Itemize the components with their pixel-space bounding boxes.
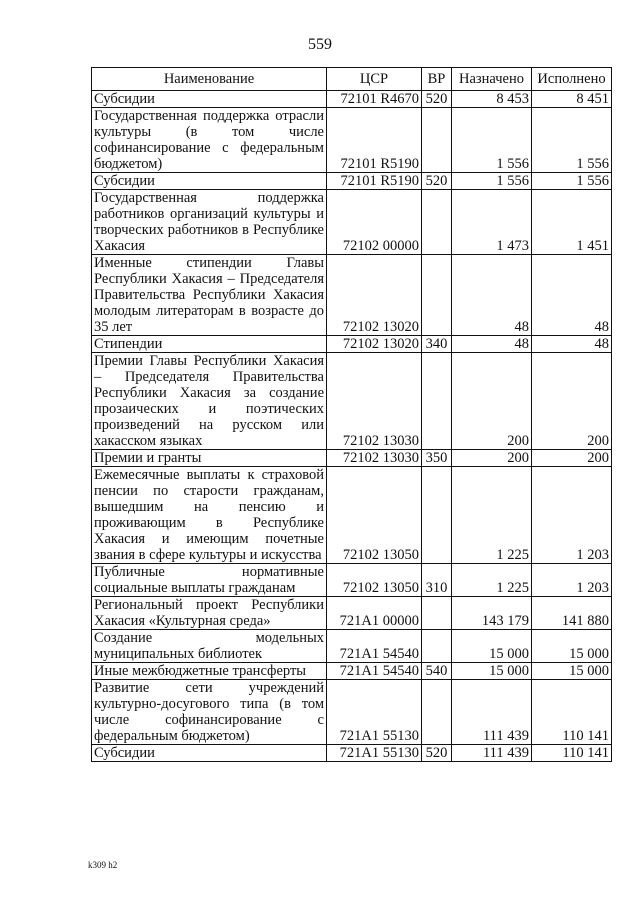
cell-vr: 310 [422,564,452,597]
cell-executed: 1 203 [532,564,612,597]
cell-csr: 72102 13020 [327,336,422,353]
cell-assigned: 1 473 [452,190,532,255]
cell-assigned: 8 453 [452,91,532,108]
table-row [92,745,612,762]
cell-executed: 110 141 [532,680,612,745]
cell-name: Иные межбюджетные трансферты [92,663,327,680]
cell-assigned: 1 556 [452,173,532,190]
cell-csr: 72101 R5190 [327,108,422,173]
cell-executed: 110 141 [532,745,612,762]
table-row [92,336,612,353]
cell-csr: 72101 R4670 [327,91,422,108]
cell-assigned: 143 179 [452,597,532,630]
cell-vr [422,680,452,745]
cell-executed: 200 [532,450,612,467]
cell-vr: 520 [422,91,452,108]
cell-vr [422,190,452,255]
cell-executed: 200 [532,353,612,450]
cell-assigned: 200 [452,353,532,450]
page-number: 559 [308,36,332,53]
cell-name: Государственная поддержка отрасли культуры (в том числе софинансирование с федеральным бюджетом) [92,108,327,173]
cell-executed: 141 880 [532,597,612,630]
table-row [92,91,612,108]
cell-name: Развитие сети учреждений культурно-досугового типа (в том числе софинансирование с федеральным бюджетом) [92,680,327,745]
cell-executed: 15 000 [532,663,612,680]
cell-csr: 72102 13050 [327,467,422,564]
table-body [92,91,612,762]
cell-vr [422,108,452,173]
cell-assigned: 1 225 [452,467,532,564]
cell-csr: 72101 R5190 [327,173,422,190]
cell-csr: 72102 13030 [327,353,422,450]
cell-assigned: 1 556 [452,108,532,173]
cell-csr: 72102 13020 [327,255,422,336]
cell-csr: 721А1 55130 [327,745,422,762]
cell-assigned: 111 439 [452,745,532,762]
cell-executed: 48 [532,336,612,353]
table-row [92,467,612,564]
table-row [92,663,612,680]
cell-csr: 72102 00000 [327,190,422,255]
cell-assigned: 111 439 [452,680,532,745]
header-executed: Исполнено [532,68,612,91]
cell-name: Стипендии [92,336,327,353]
cell-assigned: 48 [452,336,532,353]
cell-assigned: 15 000 [452,630,532,663]
cell-name: Государственная поддержка работников организаций культуры и творческих работников в Республике Хакасия [92,190,327,255]
cell-vr: 540 [422,663,452,680]
table-row [92,680,612,745]
header-name: Наименование [92,68,327,91]
cell-name: Региональный проект Республики Хакасия «Культурная среда» [92,597,327,630]
footer-code: k309 h2 [88,860,118,870]
cell-vr [422,597,452,630]
cell-vr: 350 [422,450,452,467]
cell-name: Премии и гранты [92,450,327,467]
cell-assigned: 200 [452,450,532,467]
cell-name: Публичные нормативные социальные выплаты гражданам [92,564,327,597]
table-header-row [92,68,612,91]
cell-csr: 721А1 00000 [327,597,422,630]
cell-executed: 1 556 [532,108,612,173]
table-row [92,353,612,450]
cell-vr: 520 [422,745,452,762]
cell-csr: 72102 13050 [327,564,422,597]
header-vr: ВР [422,68,452,91]
cell-vr [422,353,452,450]
cell-executed: 1 451 [532,190,612,255]
table-row [92,190,612,255]
cell-csr: 721А1 54540 [327,630,422,663]
table-row [92,450,612,467]
table-row [92,255,612,336]
cell-name: Ежемесячные выплаты к страховой пенсии по старости гражданам, вышедшим на пенсию и проживающим в Республике Хакасия и имеющим почетные звания в сфере культуры и искусства [92,467,327,564]
header-assigned: Назначено [452,68,532,91]
cell-executed: 1 556 [532,173,612,190]
cell-vr [422,255,452,336]
cell-executed: 48 [532,255,612,336]
cell-assigned: 1 225 [452,564,532,597]
table-row [92,564,612,597]
cell-csr: 72102 13030 [327,450,422,467]
table-row [92,630,612,663]
cell-assigned: 15 000 [452,663,532,680]
cell-vr [422,630,452,663]
cell-name: Субсидии [92,745,327,762]
cell-name: Создание модельных муниципальных библиотек [92,630,327,663]
cell-name: Субсидии [92,91,327,108]
cell-csr: 721А1 55130 [327,680,422,745]
cell-csr: 721А1 54540 [327,663,422,680]
cell-vr [422,467,452,564]
cell-name: Именные стипендии Главы Республики Хакасия – Председателя Правительства Республики Хакасия молодым литераторам в возрасте до 35 лет [92,255,327,336]
table-row [92,108,612,173]
table-row [92,173,612,190]
cell-vr: 340 [422,336,452,353]
cell-executed: 8 451 [532,91,612,108]
cell-executed: 1 203 [532,467,612,564]
cell-vr: 520 [422,173,452,190]
cell-assigned: 48 [452,255,532,336]
header-csr: ЦСР [327,68,422,91]
cell-executed: 15 000 [532,630,612,663]
cell-name: Субсидии [92,173,327,190]
budget-table [91,67,612,762]
cell-name: Премии Главы Республики Хакасия – Председателя Правительства Республики Хакасия за создание прозаических и поэтических произведений на русском или хакасском языках [92,353,327,450]
table-row [92,597,612,630]
